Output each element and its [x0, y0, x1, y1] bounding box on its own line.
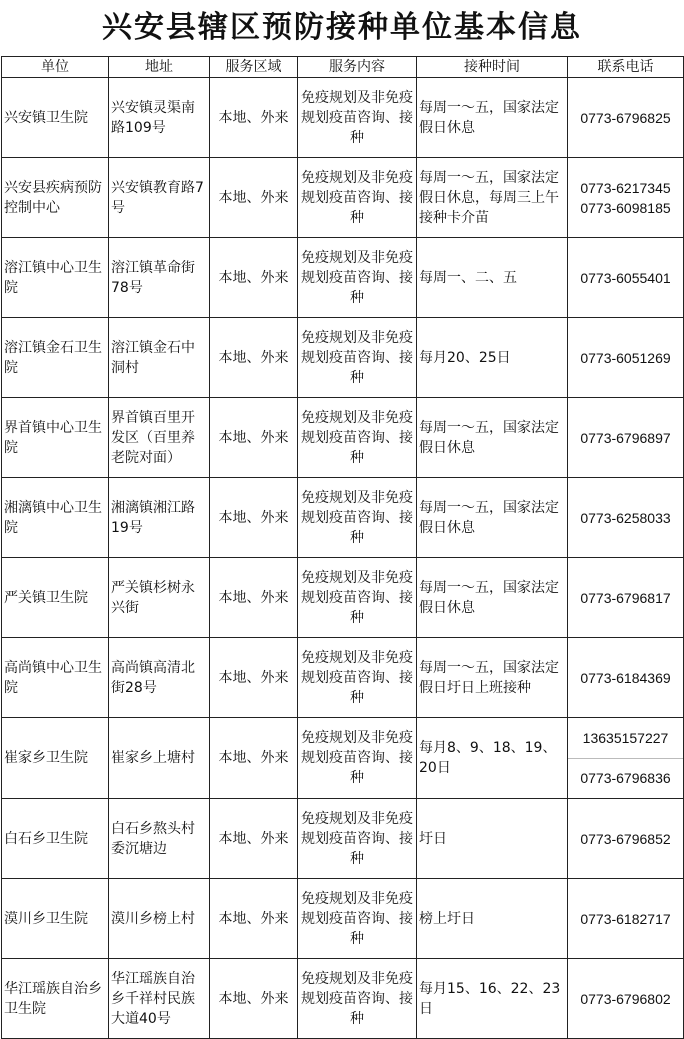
address-cell: 崔家乡上塘村	[109, 718, 210, 799]
phone-cell	[568, 718, 684, 799]
unit-cell: 兴安镇卫生院	[2, 78, 109, 158]
service-area-cell: 本地、外来	[210, 718, 298, 799]
header-phone: 联系电话	[568, 57, 684, 78]
vaccination-time-cell: 圩日	[417, 799, 568, 879]
table-row	[2, 879, 684, 959]
service-content-cell: 免疫规划及非免疫规划疫苗咨询、接种	[298, 799, 417, 879]
service-area-cell: 本地、外来	[210, 799, 298, 879]
vaccination-time-cell: 每周一～五，国家法定假日休息	[417, 558, 568, 638]
service-area-cell: 本地、外来	[210, 478, 298, 558]
header-vaccination-time: 接种时间	[417, 57, 568, 78]
address-cell: 界首镇百里开发区（百里养老院对面）	[109, 398, 210, 478]
table-row	[2, 718, 684, 799]
service-content-cell: 免疫规划及非免疫规划疫苗咨询、接种	[298, 879, 417, 959]
vaccination-time-cell: 每周一、二、五	[417, 238, 568, 318]
phone-number: 0773-6796817	[580, 589, 671, 606]
vaccination-time-cell: 每周一～五，国家法定假日圩日上班接种	[417, 638, 568, 718]
service-content-cell: 免疫规划及非免疫规划疫苗咨询、接种	[298, 478, 417, 558]
unit-cell: 严关镇卫生院	[2, 558, 109, 638]
unit-cell: 溶江镇金石卫生院	[2, 318, 109, 398]
table-row	[2, 799, 684, 879]
vaccination-time-cell: 每周一～五，国家法定假日休息	[417, 478, 568, 558]
address-cell: 兴安镇灵渠南路109号	[109, 78, 210, 158]
table-header-row	[2, 57, 684, 78]
service-area-cell: 本地、外来	[210, 638, 298, 718]
service-content-cell: 免疫规划及非免疫规划疫苗咨询、接种	[298, 238, 417, 318]
vaccination-time-cell: 每周一～五，国家法定假日休息	[417, 398, 568, 478]
service-content-cell: 免疫规划及非免疫规划疫苗咨询、接种	[298, 398, 417, 478]
service-content-cell: 免疫规划及非免疫规划疫苗咨询、接种	[298, 959, 417, 1039]
service-area-cell: 本地、外来	[210, 959, 298, 1039]
table-row	[2, 398, 684, 478]
service-area-cell: 本地、外来	[210, 558, 298, 638]
phone-number: 0773-6796852	[580, 830, 671, 847]
service-content-cell: 免疫规划及非免疫规划疫苗咨询、接种	[298, 78, 417, 158]
table-row	[2, 638, 684, 718]
service-area-cell: 本地、外来	[210, 78, 298, 158]
table-row	[2, 78, 684, 158]
phone-cell	[568, 799, 684, 879]
unit-cell: 兴安县疾病预防控制中心	[2, 158, 109, 238]
phone-cell	[568, 78, 684, 158]
header-service-content: 服务内容	[298, 57, 417, 78]
table-row	[2, 238, 684, 318]
unit-cell: 溶江镇中心卫生院	[2, 238, 109, 318]
service-content-cell: 免疫规划及非免疫规划疫苗咨询、接种	[298, 718, 417, 799]
phone-cell	[568, 879, 684, 959]
table-row	[2, 158, 684, 238]
table-row	[2, 478, 684, 558]
unit-cell: 漠川乡卫生院	[2, 879, 109, 959]
address-cell: 兴安镇教育路7号	[109, 158, 210, 238]
phone-cell	[568, 558, 684, 638]
phone-number: 0773-6184369	[580, 669, 671, 686]
phone-number: 0773-6258033	[580, 509, 671, 526]
phone-number: 0773-6796836	[568, 758, 683, 799]
unit-cell: 白石乡卫生院	[2, 799, 109, 879]
service-content-cell: 免疫规划及非免疫规划疫苗咨询、接种	[298, 638, 417, 718]
unit-cell: 湘漓镇中心卫生院	[2, 478, 109, 558]
vaccination-time-cell: 每月15、16、22、23日	[417, 959, 568, 1039]
phone-cell	[568, 238, 684, 318]
table-row	[2, 959, 684, 1039]
phone-cell	[568, 398, 684, 478]
phone-cell	[568, 638, 684, 718]
unit-cell: 崔家乡卫生院	[2, 718, 109, 799]
header-address: 地址	[109, 57, 210, 78]
vaccination-time-cell: 每月20、25日	[417, 318, 568, 398]
vaccination-time-cell: 每月8、9、18、19、20日	[417, 718, 568, 799]
unit-cell: 华江瑶族自治乡卫生院	[2, 959, 109, 1039]
vaccination-time-cell: 每周一～五，国家法定假日休息，每周三上午接种卡介苗	[417, 158, 568, 238]
address-cell: 湘漓镇湘江路19号	[109, 478, 210, 558]
phone-number: 0773-6217345	[580, 179, 671, 196]
unit-cell: 高尚镇中心卫生院	[2, 638, 109, 718]
header-unit: 单位	[2, 57, 109, 78]
document-title: 兴安县辖区预防接种单位基本信息	[102, 10, 582, 45]
service-area-cell: 本地、外来	[210, 158, 298, 238]
service-content-cell: 免疫规划及非免疫规划疫苗咨询、接种	[298, 318, 417, 398]
service-content-cell: 免疫规划及非免疫规划疫苗咨询、接种	[298, 558, 417, 638]
vaccination-time-cell: 每周一～五，国家法定假日休息	[417, 78, 568, 158]
phone-number: 0773-6796825	[580, 109, 671, 126]
phone-cell	[568, 478, 684, 558]
address-cell: 高尚镇高清北街28号	[109, 638, 210, 718]
address-cell: 漠川乡榜上村	[109, 879, 210, 959]
service-content-cell: 免疫规划及非免疫规划疫苗咨询、接种	[298, 158, 417, 238]
vaccination-time-cell: 榜上圩日	[417, 879, 568, 959]
table-row	[2, 318, 684, 398]
address-cell: 白石乡熬头村委沉塘边	[109, 799, 210, 879]
phone-number: 0773-6796897	[580, 429, 671, 446]
service-area-cell: 本地、外来	[210, 238, 298, 318]
header-service-area: 服务区域	[210, 57, 298, 78]
address-cell: 华江瑶族自治乡千祥村民族大道40号	[109, 959, 210, 1039]
phone-number: 0773-6051269	[580, 349, 671, 366]
phone-number: 0773-6796802	[580, 990, 671, 1007]
address-cell: 严关镇杉树永兴街	[109, 558, 210, 638]
phone-number: 13635157227	[582, 729, 669, 746]
address-cell: 溶江镇金石中洞村	[109, 318, 210, 398]
phone-number: 0773-6098185	[580, 199, 671, 216]
vaccination-units-table	[1, 56, 684, 1039]
address-cell: 溶江镇革命街78号	[109, 238, 210, 318]
service-area-cell: 本地、外来	[210, 879, 298, 959]
unit-cell: 界首镇中心卫生院	[2, 398, 109, 478]
service-area-cell: 本地、外来	[210, 398, 298, 478]
service-area-cell: 本地、外来	[210, 318, 298, 398]
phone-number: 0773-6055401	[580, 269, 671, 286]
phone-number: 0773-6182717	[580, 910, 671, 927]
phone-cell	[568, 318, 684, 398]
table-row	[2, 558, 684, 638]
phone-cell	[568, 158, 684, 238]
phone-cell	[568, 959, 684, 1039]
